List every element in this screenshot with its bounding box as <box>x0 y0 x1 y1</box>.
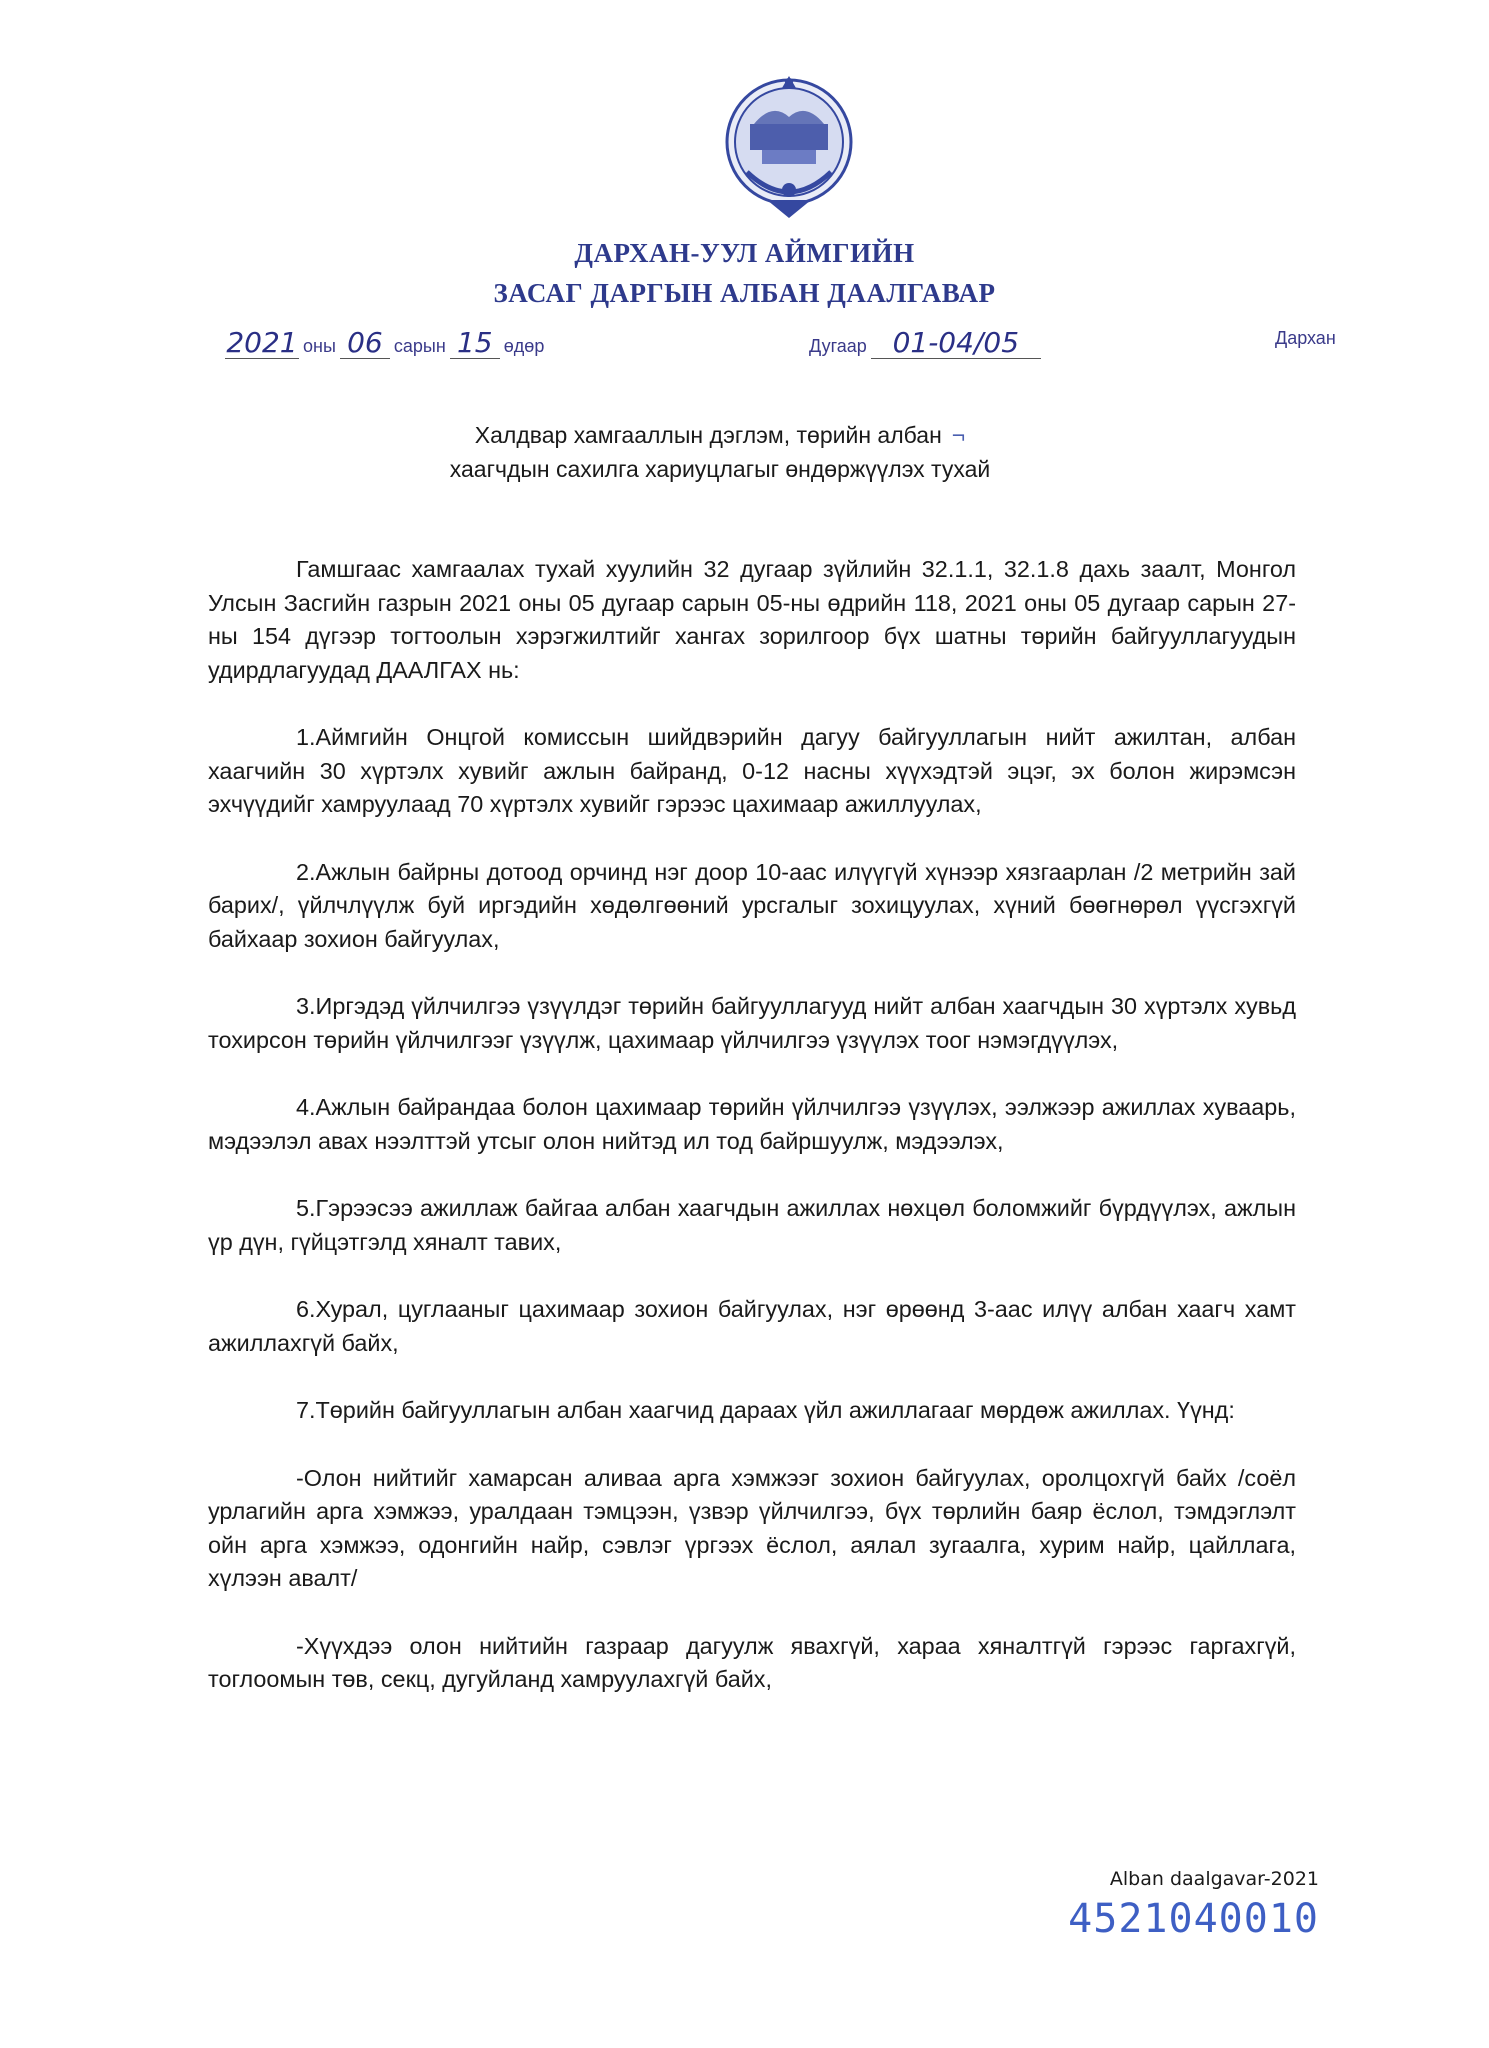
stamp-number: 4521040010 <box>1068 1896 1319 1942</box>
organization-line-2: ЗАСАГ ДАРГЫН АЛБАН ДААЛГАВАР <box>493 278 996 308</box>
date-year: 2021 <box>226 326 298 359</box>
clause-6: 6.Хурал, цуглааныг цахимаар зохион байгуулах, нэг өрөөнд 3-аас илүү албан хаагч хамт ажиллахгүй байх, <box>208 1296 1296 1356</box>
document-body <box>208 553 1296 1697</box>
date-line <box>225 328 548 359</box>
sub-clause-1: -Олон нийтийг хамарсан аливаа арга хэмжээг зохион байгуулах, оролцохгүй байх /соёл урлагийн арга хэмжээ, уралдаан тэмцээн, үзвэр үйлчилгээ, бүх төрлийн баяр ёслол, тэмдэглэлт ойн арга хэмжээ, одонгийн найр, сэвлэг үргээх ёслол, аялал зугаалга, хурим найр, цайллага, хүлээн авалт/ <box>208 1464 1296 1591</box>
document-subject <box>330 418 1110 486</box>
clause-2: 2.Ажлын байрны дотоод орчинд нэг доор 10-аас илүүгүй хүнээр хязгаарлан /2 метрийн зай барих/, үйлчлүүлж буй иргэдийн хөдөлгөөний урсгалыг зохицуулах, хүний бөөгнөрөл үүсгэхгүй байхаар зохион байгуулах, <box>208 858 1296 952</box>
clause-3: 3.Иргэдэд үйлчилгээ үзүүлдэг төрийн байгууллагууд нийт албан хаагчдын 30 хүртэлх хувьд тохирсон төрийн үйлчилгээг үзүүлж, цахимаар үйлчилгээ үзүүлэх тоог нэмэгдүүлэх, <box>208 993 1296 1053</box>
document-number: 01-04/05 <box>871 328 1041 359</box>
document-code: Alban daalgavar-2021 <box>1109 1868 1319 1890</box>
state-emblem-icon <box>722 72 856 222</box>
year-label: оны <box>303 336 336 356</box>
day-label: өдөр <box>503 336 545 356</box>
subject-line-1: Халдвар хамгааллын дэглэм, төрийн албан <box>474 422 942 448</box>
clause-5: 5.Гэрээсээ ажиллаж байгаа албан хаагчдын ажиллах нөхцөл боломжийг бүрдүүлэх, ажлын үр дүн, гүйцэтгэлд хяналт тавих, <box>208 1195 1296 1255</box>
organization-line-1: ДАРХАН-УУЛ АЙМГИЙН <box>574 238 915 268</box>
number-label: Дугаар <box>809 336 867 356</box>
date-month: 06 <box>340 328 390 359</box>
clause-4: 4.Ажлын байрандаа болон цахимаар төрийн үйлчилгээ үзүүлэх, ээлжээр ажиллах хуваарь, мэдээлэл авах нээлттэй утсыг олон нийтэд ил тод байршуулж, мэдээлэх, <box>208 1094 1296 1154</box>
place-name: Дархан <box>1275 328 1336 348</box>
sub-clause-2: -Хүүхдээ олон нийтийн газраар дагуулж явахгүй, хараа хяналтгүй гэрээс гаргахгүй, тоглоомын төв, секц, дугуйланд хамруулахгүй байх, <box>208 1632 1296 1692</box>
subject-line-2: хаагчдын сахилга хариуцлагыг өндөржүүлэх тухай <box>449 456 991 482</box>
clause-7: 7.Төрийн байгууллагын албан хаагчид дараах үйл ажиллагааг мөрдөж ажиллах. Үүнд: <box>296 1397 1235 1423</box>
clause-1: 1.Аймгийн Онцгой комиссын шийдвэрийн дагуу байгууллагын нийт ажилтан, албан хаагчийн 30 хүртэлх хувийг ажлын байранд, 0-12 насны хүүхэдтэй эцэг, эх болон жирэмсэн эхчүүдийг хамруулаад 70 хүртэлх хувийг гэрээс цахимаар ажиллуулах, <box>208 724 1296 817</box>
document-number-line <box>805 328 1041 359</box>
intro-paragraph: Гамшгаас хамгаалах тухай хуулийн 32 дугаар зүйлийн 32.1.1, 32.1.8 дахь заалт, Монгол Улсын Засгийн газрын 2021 оны 05 дугаар сарын 05-ны өдрийн 118, 2021 оны 05 дугаар сарын 27-ны 154 дүгээр тогтоолын хэрэгжилтийг хангах зорилгоор бүх шатны төрийн байгууллагуудын удирдлагуудад ДААЛГАХ нь: <box>208 556 1296 683</box>
date-day: 15 <box>450 328 500 359</box>
bracket-mark: ¬ <box>951 422 966 448</box>
month-label: сарын <box>393 336 446 356</box>
